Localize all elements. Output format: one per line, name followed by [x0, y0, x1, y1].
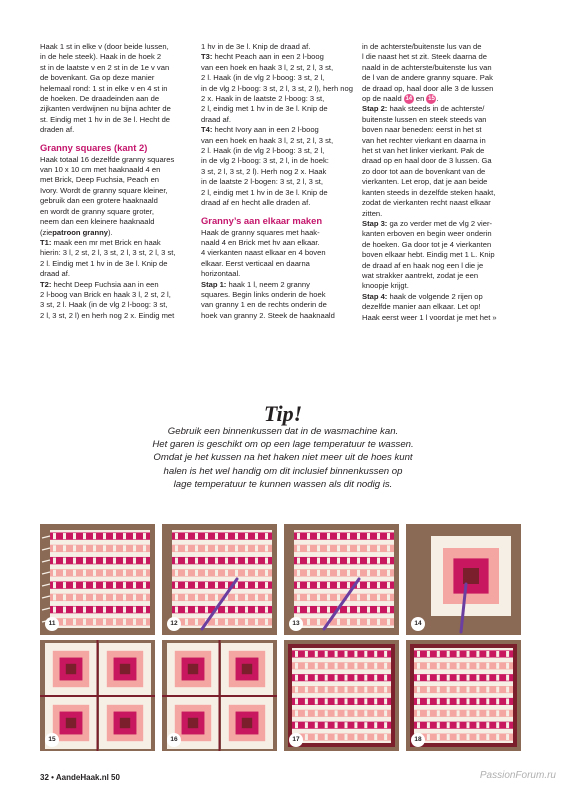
- section-heading: Granny’s aan elkaar maken: [201, 214, 323, 226]
- step-text: haak de volgende 2 rijen op dezelfde manier aan elkaar. Let op! Haak eerst weer 1 l voordat je met het »: [362, 291, 497, 322]
- crochet-photo-image: [406, 640, 521, 751]
- step-photo: [162, 640, 277, 751]
- section-heading: Granny squares (kant 2): [40, 141, 148, 153]
- photo-number: 12: [167, 617, 181, 631]
- step-photo: [40, 640, 155, 751]
- step-label: Stap 2:: [362, 104, 388, 114]
- round-2-paragraph: [40, 280, 192, 322]
- paragraph: 1 hv in de 3e l. Knip de draad af.: [201, 42, 311, 51]
- step-label: Stap 4:: [362, 291, 388, 301]
- text-column-2: [201, 42, 353, 321]
- round-text: hecht Peach aan in een 2 l-boog van een hoek en haak 3 l, 2 st, 2 l, 3 st, 2 l. Haak (in de vlg 2 l-boog: 3 st, 2 l, in de vlg 2 l-boog: 3 st, 2 l, 3 st, 2 l), herh nog 2 x. Haak in de laatste 2 l-boog: 3 st, 2 l, eindig met 1 hv in de 3e l. Knip de draad af.: [201, 52, 353, 124]
- photo-number: 13: [289, 617, 303, 631]
- round-text: hecht Ivory aan in een 2 l-boog van een hoek en haak 3 l, 2 st, 2 l, 3 st, 2 l. Haak (in de vlg 2 l-boog: 3 st, 2 l, in de vlg 2 l-boog: 3 st, 2 l, in de hoek: 3 st, 2 l, 3 st, 2 l). Herh nog 2 x. Haak in de laatste 2 l-bogen: 3 st, 2 l, 3 st, 2 l, eindig met 1 hv in de 3e l. Knip de draad af en hecht alle draden af.: [201, 125, 334, 208]
- round-label: T4:: [201, 125, 213, 135]
- crochet-photo-image: [284, 640, 399, 751]
- crochet-photo-image: [40, 640, 155, 751]
- paragraph: [40, 155, 192, 238]
- text: .: [436, 94, 439, 104]
- pattern-reference: patroon granny: [52, 227, 108, 237]
- step-photo: [284, 640, 399, 751]
- photo-number: 15: [45, 733, 59, 747]
- page-number: 32: [40, 773, 49, 782]
- paragraph: Haak 1 st in elke v (door beide lussen, in de hele steek). Haak in de hoek 2 st in de laatste v en 2 st in de 1e v van de bovenkant. Ga op deze manier helemaal rond: 1 st in elke v en 4 st in de hoeken. De draadeinden aan de zijkanten verdwijnen nu bijna achter de st. Eindig met 1 hv in de 3e l. Hecht de draden af.: [40, 42, 171, 135]
- text-column-1: [40, 42, 192, 321]
- photo-number: 17: [289, 733, 303, 747]
- photo-number: 14: [411, 617, 425, 631]
- round-text: hecht Deep Fuchsia aan in een 2 l-boog van Brick en haak 3 l, 2 st, 2 l, 3 st, 2 l. Haak (in de vlg 2 l-boog: 3 st, 2 l, 3 st, 2 l) en herh nog 2 x. Eindig met: [40, 279, 175, 320]
- step-label: Stap 3:: [362, 218, 388, 228]
- magazine-name: AandeHaak.nl 50: [55, 773, 120, 782]
- step-text: haak 1 l, neem 2 granny squares. Begin links onderin de hoek van granny 1 en de rechts onderin de hoek van granny 2. Steek de haaknaald: [201, 279, 335, 320]
- step-text: ga zo verder met de vlg 2 vier- kanten erboven en begin weer onderin de hoeken. Ga door tot je 4 vierkanten boven elkaar hebt. Eindig met 1 L. Knip de draad af en haak nog een l die je wat strakker aantrekt, zodat je een knoopje krijgt.: [362, 218, 495, 291]
- step-2-paragraph: [362, 104, 514, 218]
- tip-title: Tip!: [263, 401, 303, 426]
- step-text: haak steeds in de achterste/ buitenste lussen en steek steeds van boven naar beneden: eerst in het st van het rechter vierkant en daarna in het st van het linker vierkant. Pak de draad op en haal door de 3 lussen. Ga zo door tot aan de bovenkant van de vierkanten. Let erop, dat je aan beide kanten steeds in dezelfde steken haakt, zodat de vierkanten recht naast elkaar zitten.: [362, 104, 496, 218]
- text-column-3: [362, 42, 514, 323]
- text: ).: [107, 227, 113, 237]
- paragraph: Haak de granny squares met haak- naald 4 en Brick met hv aan elkaar. 4 vierkanten naast elkaar en 4 boven elkaar. Eerst verticaal en daarna horizontaal.: [201, 227, 326, 279]
- tip-body: Gebruik een binnenkussen dat in de wasmachine kan. Het garen is geschikt om op een lage temperatuur te wassen. Omdat je het kussen na het haken niet meer uit de hoes kunt halen is het wel handig om dit inclusief binnenkussen op lage temperatuur te kunnen wassen als dit nodig is.: [152, 426, 414, 490]
- photo-number: 16: [167, 733, 181, 747]
- step-1-paragraph: [201, 280, 353, 322]
- round-label: T3:: [201, 52, 213, 62]
- step-label: Stap 1:: [201, 279, 227, 289]
- text: en: [413, 94, 427, 104]
- step-photo: [406, 524, 521, 635]
- step-photo: [406, 640, 521, 751]
- photo-number: 18: [411, 733, 425, 747]
- crochet-photo-image: [162, 640, 277, 751]
- crochet-photo-image: [40, 524, 155, 635]
- crochet-photo-image: [406, 524, 521, 635]
- watermark: PassionForum.ru: [479, 770, 556, 781]
- step-photo: [284, 524, 399, 635]
- bullet: •: [51, 773, 54, 782]
- text: Haak totaal 16 dezelfde granny squares van 10 x 10 cm met haaknaald 4 en met Brick, Deep Fuchsia, Peach en Ivory. Wordt de granny square kleiner, gebruik dan een grotere haaknaald en wordt de granny square groter, neem dan een kleinere haaknaald (zie: [40, 154, 175, 237]
- page-footer: [40, 773, 120, 782]
- round-label: T1:: [40, 237, 52, 247]
- step-4-paragraph: [362, 292, 514, 323]
- step-photo: [40, 524, 155, 635]
- round-label: T2:: [40, 279, 52, 289]
- photo-ref-badge: 14: [405, 96, 413, 103]
- photo-number: 11: [45, 617, 59, 631]
- round-4-paragraph: [201, 125, 353, 208]
- step-3-paragraph: [362, 219, 514, 292]
- text: in de achterste/buitenste lus van de l die naast het st zit. Steek daarna de naald in de achterste/buitenste lus van de l van de andere granny square. Pak de draad op, haal door alle 3 de lussen op de naald: [362, 42, 494, 104]
- paragraph: [362, 42, 514, 104]
- round-1-paragraph: [40, 238, 192, 280]
- step-photo: [162, 524, 277, 635]
- round-3-paragraph: [201, 52, 353, 125]
- photo-ref-badge: 15: [428, 96, 435, 103]
- crochet-photo-image: [162, 524, 277, 635]
- crochet-photo-image: [284, 524, 399, 635]
- round-text: maak een mr met Brick en haak hierin: 3 l, 2 st, 2 l, 3 st, 2 l, 3 st, 2 l, 3 st, 2 l. Eindig met 1 hv in de 3e l. Knip de draad af.: [40, 237, 176, 279]
